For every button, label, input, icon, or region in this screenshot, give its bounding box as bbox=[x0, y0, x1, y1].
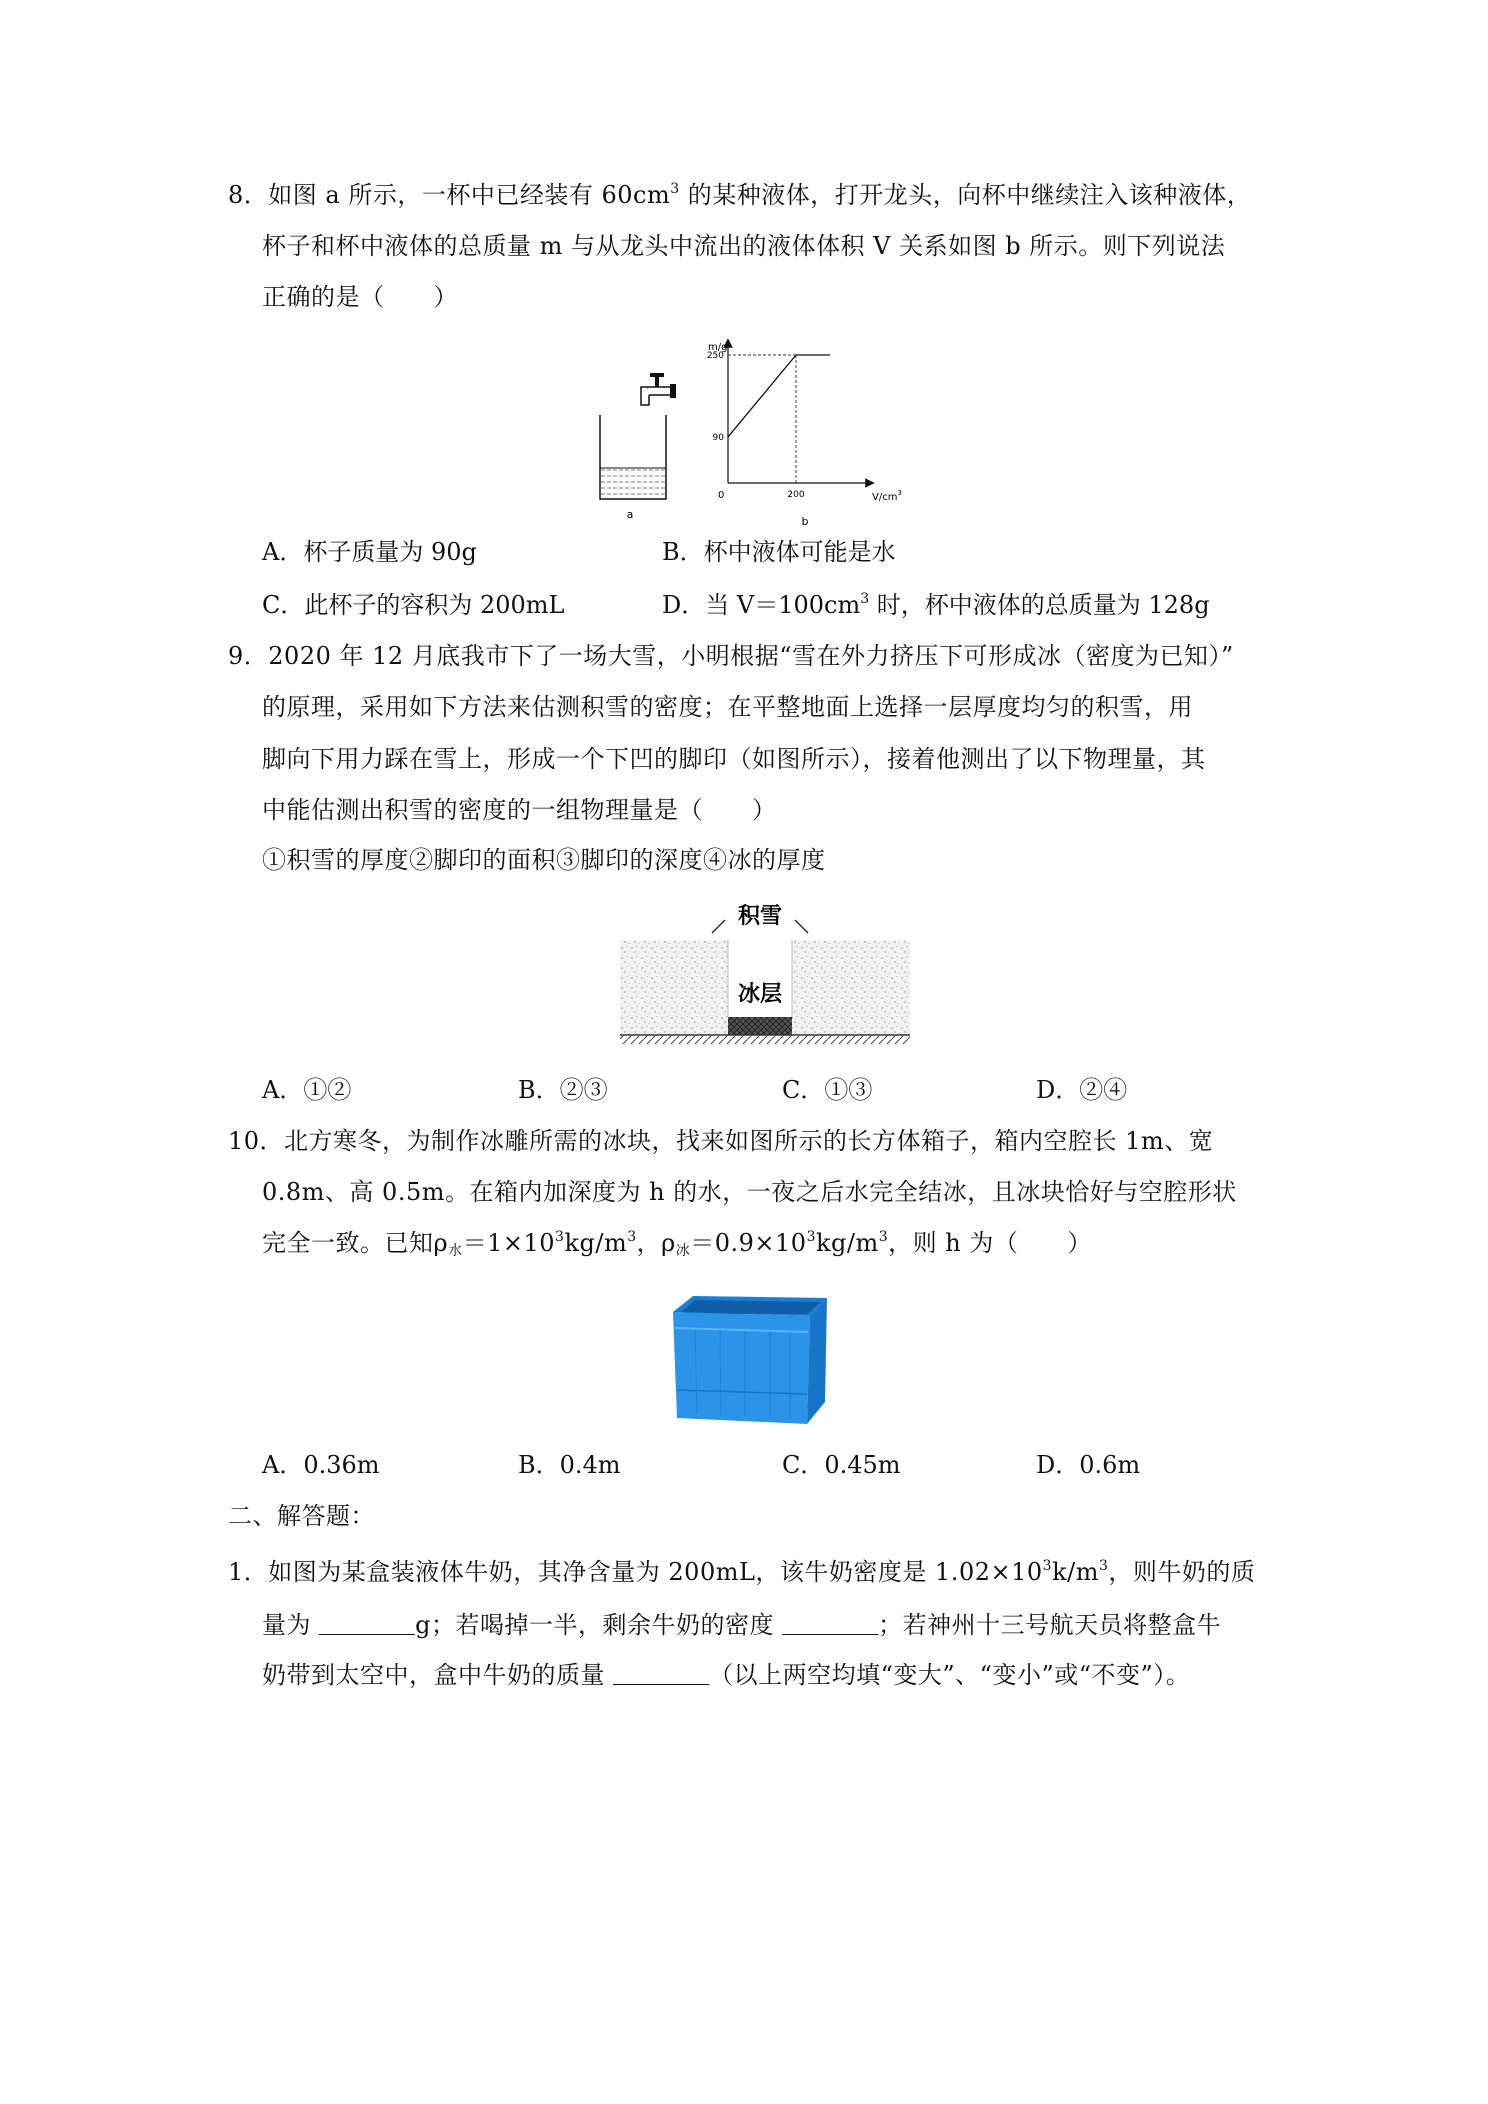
q10-option-b[interactable]: B．0.4m bbox=[518, 1451, 621, 1479]
y-tick-label: 90 bbox=[712, 432, 724, 443]
figure-b-label: b bbox=[801, 515, 809, 528]
q10-option-d[interactable]: D．0.6m bbox=[1036, 1451, 1141, 1479]
mass-volume-chart bbox=[700, 335, 910, 530]
y-axis-label: m/g bbox=[708, 342, 728, 353]
q8-line3: 正确的是（ ） bbox=[262, 283, 458, 311]
q10-option-c[interactable]: C．0.45m bbox=[782, 1451, 901, 1479]
ice-layer bbox=[728, 1017, 792, 1035]
q10-line2: 0.8m、高 0.5m。在箱内加深度为 h 的水，一夜之后水完全结冰，且冰块恰好与空腔形状 bbox=[262, 1178, 1237, 1206]
cup-faucet-figure bbox=[585, 365, 695, 530]
origin-label: 0 bbox=[718, 490, 725, 501]
q10-line1: 10．北方寒冬，为制作冰雕所需的冰块，找来如图所示的长方体箱子，箱内空腔长 1m、宽 bbox=[228, 1127, 1214, 1155]
q9-line3: 脚向下用力踩在雪上，形成一个下凹的脚印（如图所示），接着他测出了以下物理量，其 bbox=[262, 745, 1206, 773]
q9-line5: ①积雪的厚度②脚印的面积③脚印的深度④冰的厚度 bbox=[262, 846, 826, 874]
q8-line1: 8．如图 a 所示，一杯中已经装有 $60cm^3$ 的某种液体，打开龙头，向杯中继续注入该种液体， bbox=[228, 181, 1252, 209]
s1-line1: 1．如图为某盒装液体牛奶，其净含量为 200mL，该牛奶密度是 $1.02\times 10^3k/m^3$，则牛奶的质 bbox=[228, 1558, 1256, 1586]
blue-box-figure bbox=[665, 1290, 835, 1430]
section-2-title: 二、解答题： bbox=[228, 1502, 375, 1530]
q9-line1: 9．2020 年 12 月底我市下了一场大雪，小明根据“雪在外力挤压下可形成冰（密度为已知）” bbox=[228, 642, 1234, 670]
q8-option-a[interactable]: A．杯子质量为 90g bbox=[262, 538, 477, 566]
q8-option-d[interactable]: D．当 $V=100cm^3$ 时，杯中液体的总质量为 128g bbox=[662, 591, 1210, 619]
s1-line3: 奶带到太空中，盒中牛奶的质量 （以上两空均填“变大”、“变小”或“不变”）。 bbox=[262, 1661, 1191, 1689]
space-mass-blank[interactable] bbox=[613, 1662, 709, 1685]
mass-blank[interactable] bbox=[319, 1612, 415, 1635]
y-tick-label: 250 bbox=[706, 351, 724, 361]
q10-line3: 完全一致。已知$\rho_水=1\times 10^3kg/m^3$，$\rho_冰=0.9\times 10^3kg/m^3$，则 h 为（ ） bbox=[262, 1229, 1092, 1259]
q8-option-b[interactable]: B．杯中液体可能是水 bbox=[662, 538, 896, 566]
q8-option-c[interactable]: C．此杯子的容积为 200mL bbox=[262, 591, 565, 619]
figure-a-label: a bbox=[626, 508, 634, 521]
q8-line2: 杯子和杯中液体的总质量 m 与从龙头中流出的液体体积 V 关系如图 b 所示。则下列说法 bbox=[262, 232, 1226, 260]
snow-label: 积雪 bbox=[737, 904, 783, 929]
ice-label: 冰层 bbox=[737, 982, 783, 1007]
q10-option-a[interactable]: A．0.36m bbox=[262, 1451, 380, 1479]
q9-option-a[interactable]: A．①② bbox=[262, 1076, 352, 1104]
q9-line4: 中能估测出积雪的密度的一组物理量是（ ） bbox=[262, 796, 777, 824]
s1-line2: 量为 g；若喝掉一半，剩余牛奶的密度 ；若神州十三号航天员将整盒牛 bbox=[262, 1611, 1222, 1639]
q9-option-b[interactable]: B．②③ bbox=[518, 1076, 608, 1104]
density-blank[interactable] bbox=[782, 1612, 878, 1635]
q9-option-d[interactable]: D．②④ bbox=[1036, 1076, 1128, 1104]
x-axis-label: $V/cm^3$ bbox=[872, 489, 902, 503]
q9-option-c[interactable]: C．①③ bbox=[782, 1076, 873, 1104]
series-line bbox=[728, 355, 830, 437]
q9-line2: 的原理，采用如下方法来估测积雪的密度；在平整地面上选择一层厚度均匀的积雪，用 bbox=[262, 693, 1193, 721]
cup-icon bbox=[600, 415, 666, 499]
x-tick-label: 200 bbox=[787, 490, 805, 500]
snow-footprint-figure bbox=[620, 895, 910, 1055]
faucet-icon bbox=[641, 373, 676, 405]
